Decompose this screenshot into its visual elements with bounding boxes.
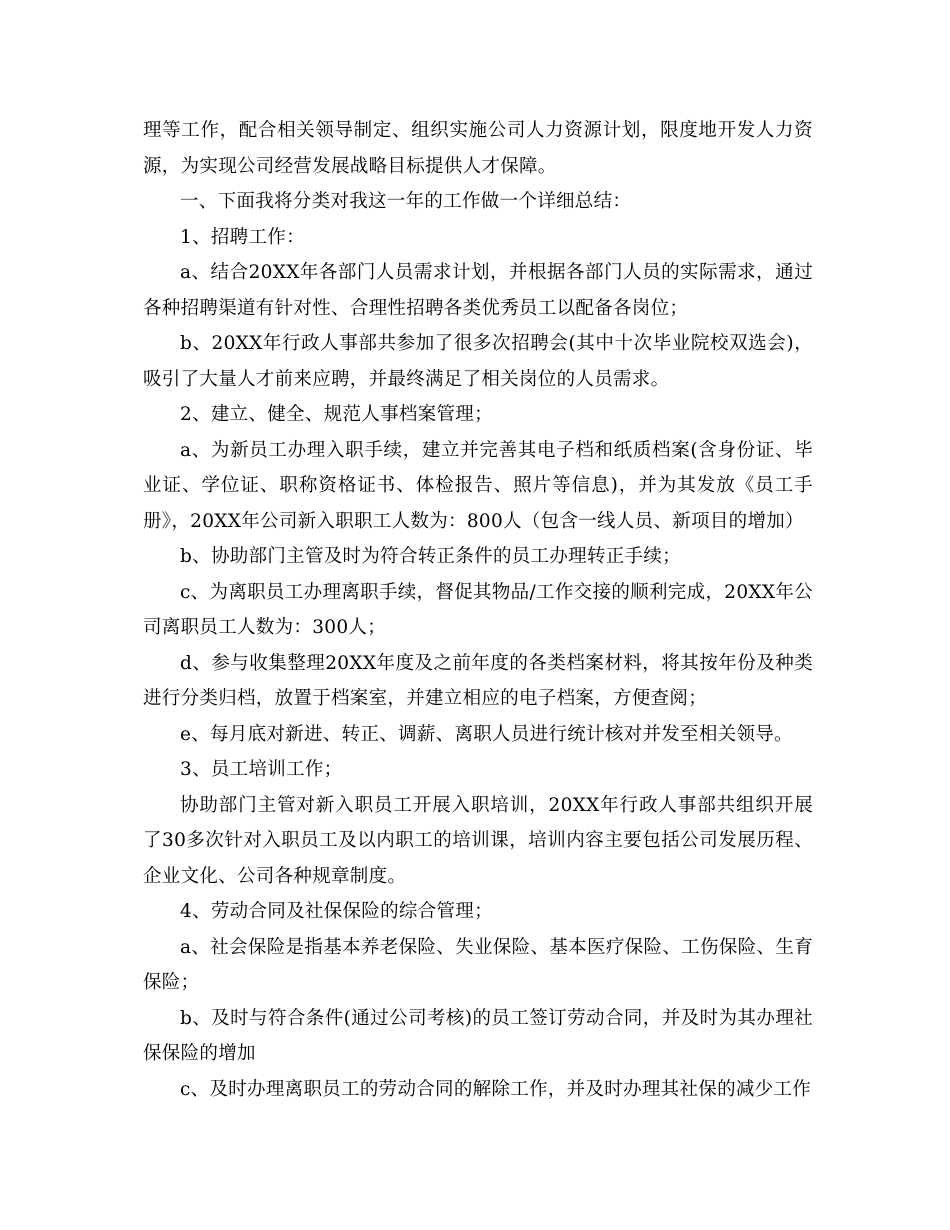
paragraph-insurance-a: a、社会保险是指基本养老保险、失业保险、基本医疗保险、工伤保险、生育保险；: [143, 936, 813, 993]
paragraph-files-b: b、协助部门主管及时为符合转正条件的员工办理转正手续；: [180, 546, 681, 567]
paragraph-insurance-c: c、及时办理离职员工的劳动合同的解除工作，并及时办理其社保的减少工作: [180, 1078, 812, 1100]
heading-personnel-files: 2、建立、健全、规范人事档案管理；: [180, 404, 493, 425]
paragraph-insurance-b: b、及时与符合条件(通过公司考核)的员工签订劳动合同，并及时为其办理社保保险的增加: [143, 1007, 813, 1064]
paragraph-files-e: e、每月底对新进、转正、调薪、离职人员进行统计核对并发至相关领导。: [180, 723, 793, 745]
paragraph-training: 协助部门主管对新入职员工开展入职培训，20XX年行政人事部共组织开展了30多次针对入职员工及以内职工的培训课，培训内容主要包括公司发展历程、企业文化、公司各种规章制度。: [143, 794, 813, 887]
document-body: [143, 113, 813, 1107]
paragraph-files-d: d、参与收集整理20XX年度及之前年度的各类档案材料，将其按年份及种类进行分类归档，放置于档案室，并建立相应的电子档案，方便查阅；: [143, 652, 813, 709]
heading-contracts-insurance: 4、劳动合同及社保保险的综合管理；: [180, 901, 493, 922]
paragraph-intro: 理等工作，配合相关领导制定、组织实施公司人力资源计划，限度地开发人力资源，为实现公司经营发展战略目标提供人才保障。: [143, 120, 813, 177]
paragraph-recruitment-b: b、20XX年行政人事部共参加了很多次招聘会(其中十次毕业院校双选会)，吸引了大量人才前来应聘，并最终满足了相关岗位的人员需求。: [143, 333, 813, 390]
paragraph-section-intro: 一、下面我将分类对我这一年的工作做一个详细总结：: [180, 191, 632, 212]
heading-recruitment: 1、招聘工作：: [180, 226, 305, 248]
heading-training: 3、员工培训工作；: [180, 759, 343, 780]
paragraph-files-c: c、为离职员工办理离职手续，督促其物品/工作交接的顺利完成，20XX年公司离职员工人数为：300人；: [143, 581, 813, 638]
paragraph-files-a: a、为新员工办理入职手续，建立并完善其电子档和纸质档案(含身份证、毕业证、学位证、职称资格证书、体检报告、照片等信息)，并为其发放《员工手册》，20XX年公司新入职职工人数为：800人（包含一线人员、新项目的增加）: [143, 439, 813, 532]
paragraph-recruitment-a: a、结合20XX年各部门人员需求计划，并根据各部门人员的实际需求，通过各种招聘渠道有针对性、合理性招聘各类优秀员工以配备各岗位；: [143, 262, 813, 319]
